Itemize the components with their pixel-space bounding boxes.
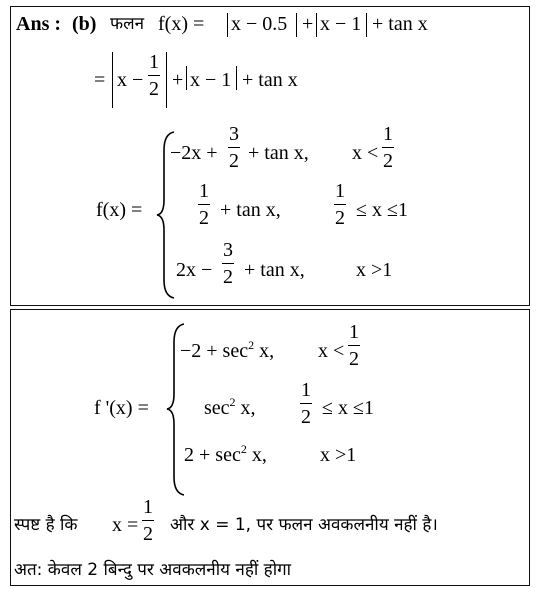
fraction-denominator: 2 xyxy=(223,266,233,289)
abs-bar xyxy=(166,52,167,108)
f-case2-post: + tan x, xyxy=(220,199,281,221)
fraction-denominator: 2 xyxy=(229,150,239,173)
fraction-bar xyxy=(348,345,360,346)
fprime-case1-expr xyxy=(180,338,275,362)
abs-bar xyxy=(296,13,297,37)
fprime-case2-sec: sec xyxy=(204,397,230,419)
fraction-half xyxy=(148,52,160,99)
fprime-case3-cond: x >1 xyxy=(320,444,357,466)
answer-label: Ans : xyxy=(16,13,62,35)
fraction-denominator: 2 xyxy=(383,150,393,173)
exponent: 2 xyxy=(240,442,247,456)
conclusion-x-equals: x = xyxy=(112,514,139,536)
fraction-numerator: 1 xyxy=(349,321,359,343)
line2-tan: + tan x xyxy=(242,69,298,91)
conclusion-final: अत: केवल 2 बिन्दु पर अवकलनीय नहीं होगा xyxy=(14,560,292,580)
f-case2-fraction xyxy=(198,181,210,228)
fprime-lhs: f '(x) = xyxy=(94,397,149,419)
abs-bar xyxy=(227,13,228,37)
abs-bar xyxy=(236,66,237,90)
exponent: 2 xyxy=(229,395,236,409)
f-case1-post: + tan x, xyxy=(248,142,309,164)
fprime-case1-sec: −2 + sec xyxy=(180,340,249,362)
f-case2-cond: ≤ x ≤1 xyxy=(356,199,408,221)
abs-bar xyxy=(112,52,113,108)
line1-plus: + xyxy=(302,13,314,35)
fprime-case2-expr xyxy=(204,395,256,419)
fraction-bar xyxy=(198,204,210,205)
fraction-numerator: 1 xyxy=(199,180,209,202)
hindi-function-word: फलन xyxy=(110,14,145,34)
abs-bar xyxy=(316,13,317,37)
fraction-bar xyxy=(228,147,240,148)
line2-equals: = xyxy=(94,69,106,91)
f-case1-fraction xyxy=(228,124,240,171)
f-case1-pre: −2x + xyxy=(170,142,218,164)
line2-term2: x − 1 xyxy=(190,69,232,91)
fprime-case1-cond-fraction xyxy=(348,322,360,369)
line1-term1: x − 0.5 xyxy=(231,13,288,35)
f-case2-cond-fraction xyxy=(334,181,346,228)
abs-bar xyxy=(186,66,187,90)
f-case1-cond: x < xyxy=(352,142,379,164)
fprime-case1-cond: x < xyxy=(318,340,345,362)
conclusion-hindi-intro: स्पष्ट है कि xyxy=(14,515,78,535)
conclusion-fraction xyxy=(142,497,154,544)
fprime-case1-x: x, xyxy=(254,340,275,362)
f-case1-cond-fraction xyxy=(382,124,394,171)
fraction-denominator: 2 xyxy=(149,78,159,101)
fraction-numerator: 3 xyxy=(229,123,239,145)
fprime-case2-x: x, xyxy=(235,397,256,419)
fprime-case3-expr xyxy=(184,442,267,466)
fprime-case3-sec: 2 + sec xyxy=(184,444,241,466)
line1-tan: + tan x xyxy=(372,13,428,35)
fraction-denominator: 2 xyxy=(349,348,359,371)
fraction-denominator: 2 xyxy=(199,207,209,230)
fraction-bar xyxy=(382,147,394,148)
fprime-case3-x: x, xyxy=(246,444,267,466)
fraction-bar xyxy=(300,403,312,404)
f-lhs: f(x) = xyxy=(96,199,143,221)
exponent: 2 xyxy=(248,338,255,352)
fraction-denominator: 2 xyxy=(143,523,153,546)
fraction-numerator: 1 xyxy=(143,496,153,518)
f-case3-pre: 2x − xyxy=(176,259,213,281)
f-case3-post: + tan x, xyxy=(244,259,305,281)
line2-plus: + xyxy=(172,69,184,91)
fprime-case2-cond: ≤ x ≤1 xyxy=(322,397,374,419)
answer-option: (b) xyxy=(72,13,97,35)
conclusion-rest: और x = 1, पर फलन अवकलनीय नहीं है। xyxy=(170,515,438,535)
f-case3-cond: x >1 xyxy=(356,259,393,281)
abs-bar xyxy=(366,13,367,37)
fprime-case2-cond-fraction xyxy=(300,380,312,427)
fraction-bar xyxy=(222,263,234,264)
f-case3-fraction xyxy=(222,240,234,287)
fraction-denominator: 2 xyxy=(301,406,311,429)
line1-term2: x − 1 xyxy=(320,13,362,35)
fraction-numerator: 1 xyxy=(301,379,311,401)
fraction-denominator: 2 xyxy=(335,207,345,230)
fraction-numerator: 1 xyxy=(335,180,345,202)
fraction-numerator: 1 xyxy=(383,123,393,145)
fraction-bar xyxy=(334,204,346,205)
fraction-bar xyxy=(142,520,154,521)
fraction-numerator: 3 xyxy=(223,239,233,261)
fraction-numerator: 1 xyxy=(149,51,159,73)
line2-x-minus: x − xyxy=(117,69,144,91)
fraction-bar xyxy=(148,75,160,76)
line1-lhs: f(x) = xyxy=(158,13,205,35)
